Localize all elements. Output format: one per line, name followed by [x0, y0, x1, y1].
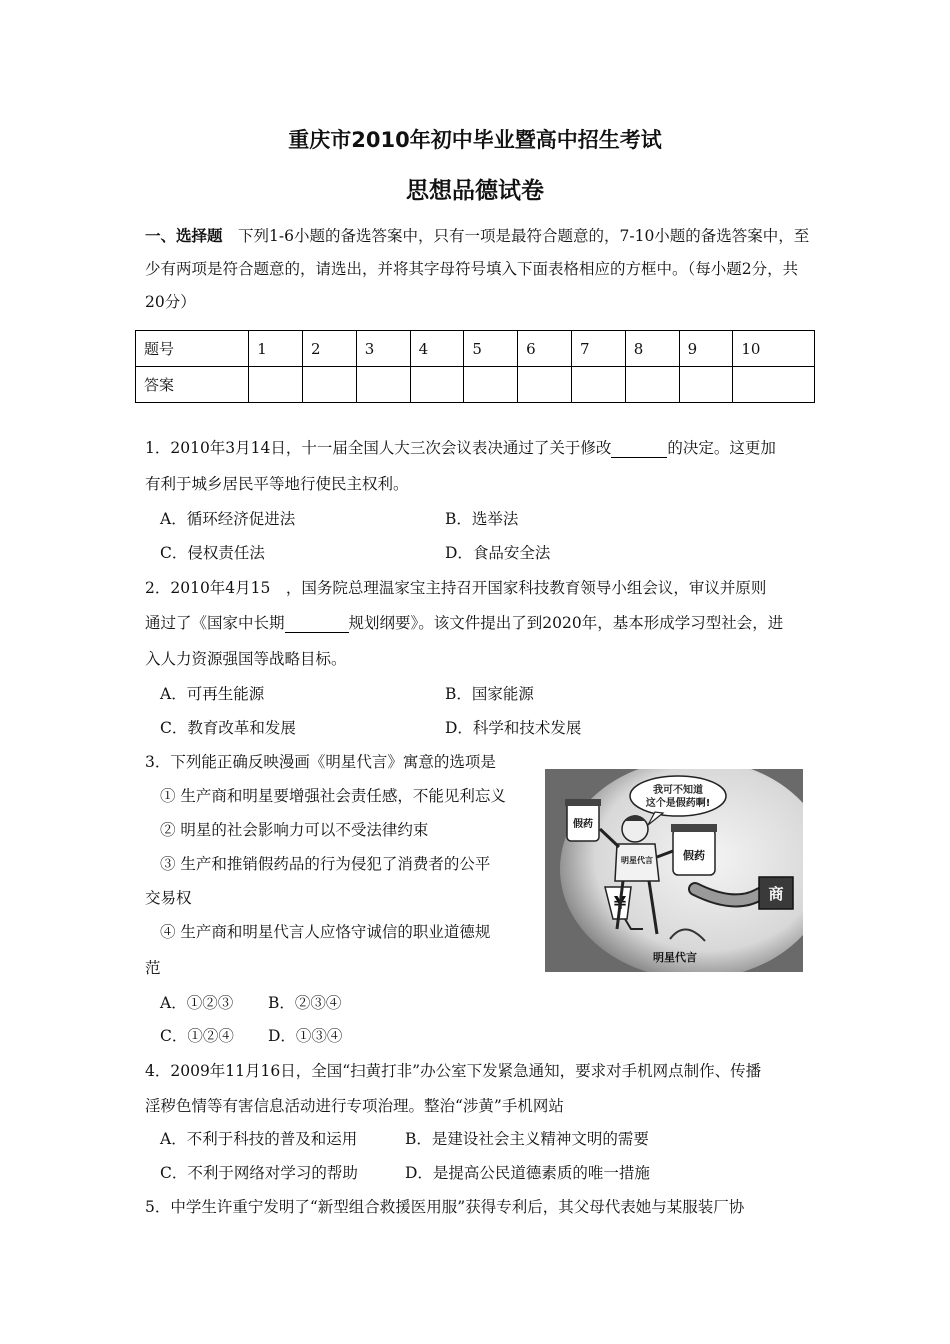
- answer-table-number: 1: [249, 331, 303, 367]
- question-3-item-2: ② 明星的社会影响力可以不受法律约束: [160, 821, 429, 839]
- exam-subtitle: 思想品德试卷: [406, 178, 544, 204]
- section-instructions-text: 下列1-6小题的备选答案中，只有一项是最符合题意的，7-10小题的备选答案中，至少有两项是符合题意的，请选出，并将其字母符号填入下面表格相应的方框中。（每小题2分，共20分）: [145, 227, 810, 311]
- question-2-text: 通过了《国家中长期: [145, 614, 285, 632]
- question-3-item-3: ③ 生产和推销假药品的行为侵犯了消费者的公平: [160, 855, 491, 873]
- question-1-text-end: 的决定。这更加: [667, 439, 776, 457]
- question-3-stem: 3．下列能正确反映漫画《明星代言》寓意的选项是: [145, 753, 496, 771]
- shirt-label: 明星代言: [621, 856, 653, 865]
- money-symbol: ¥: [613, 893, 627, 914]
- question-2-option-b: B．国家能源: [445, 685, 534, 703]
- question-1-option-d: D．食品安全法: [445, 544, 551, 562]
- section-heading: 一、选择题: [145, 227, 223, 245]
- question-2-option-d: D．科学和技术发展: [445, 719, 582, 737]
- answer-table-answer-row: [136, 367, 815, 403]
- question-1-option-a: A．循环经济促进法: [160, 510, 296, 528]
- question-3-option-b: B．②③④: [268, 994, 342, 1012]
- answer-table-number: 7: [571, 331, 625, 367]
- answer-table-number: 9: [679, 331, 733, 367]
- answer-table-number: 4: [410, 331, 464, 367]
- answer-table-number: 5: [464, 331, 518, 367]
- question-2-text-end: 规划纲要》。该文件提出了到2020年，基本形成学习型社会，进: [348, 614, 784, 632]
- question-2-stem: 2．2010年4月15 ，国务院总理温家宝主持召开国家科技教育领导小组会议，审议并原则: [145, 579, 767, 597]
- question-4-option-c: C．不利于网络对学习的帮助: [160, 1164, 358, 1182]
- question-2-option-a: A．可再生能源: [160, 685, 265, 703]
- question-1-blank: [611, 439, 667, 458]
- question-3-item-3-cont: 交易权: [145, 889, 192, 907]
- answer-table-number: 10: [733, 331, 815, 367]
- speech-bubble: [630, 776, 726, 816]
- answer-cell[interactable]: [679, 367, 733, 403]
- answer-table-number: 2: [302, 331, 356, 367]
- question-1-text: 1．2010年3月14日，十一届全国人大三次会议表决通过了关于修改: [145, 439, 612, 457]
- speech-line-1: 我可不知道: [653, 785, 703, 796]
- merchant-label: 商: [768, 885, 784, 903]
- answer-cell[interactable]: [571, 367, 625, 403]
- question-2-stem-end: 入人力资源强国等战略目标。: [145, 650, 347, 668]
- cartoon-caption: 明星代言: [653, 951, 697, 964]
- answer-table-number: 3: [356, 331, 410, 367]
- question-2-stem-cont: [145, 611, 783, 633]
- answer-cell[interactable]: [625, 367, 679, 403]
- question-3-item-4: ④ 生产商和明星代言人应恪守诚信的职业道德规: [160, 923, 491, 941]
- answer-table-label: 题号: [136, 331, 249, 367]
- question-2-option-c: C．教育改革和发展: [160, 719, 296, 737]
- question-3-item-1: ① 生产商和明星要增强社会责任感，不能见利忘义: [160, 787, 506, 805]
- question-3-item-4-cont: 范: [145, 959, 161, 977]
- question-1-stem: [145, 436, 776, 458]
- answer-cell[interactable]: [464, 367, 518, 403]
- question-2-blank: [285, 614, 349, 633]
- answer-table-label: 答案: [136, 367, 249, 403]
- answer-cell[interactable]: [733, 367, 815, 403]
- question-4-option-d: D．是提高公民道德素质的唯一措施: [405, 1164, 650, 1182]
- speech-line-2: 这个是假药啊!: [645, 798, 711, 809]
- question-3-option-d: D．①③④: [268, 1027, 343, 1045]
- question-1-option-b: B．选举法: [445, 510, 519, 528]
- question-1-stem-cont: 有利于城乡居民平等地行使民主权利。: [145, 475, 409, 493]
- question-1-option-c: C．侵权责任法: [160, 544, 265, 562]
- question-5-stem: 5．中学生许重宁发明了“新型组合救援医用服”获得专利后，其父母代表她与某服装厂协: [145, 1198, 745, 1216]
- question-3-option-a: A．①②③: [160, 994, 234, 1012]
- cartoon-illustration: [545, 769, 803, 972]
- question-3-option-c: C．①②④: [160, 1027, 234, 1045]
- question-4-option-b: B．是建设社会主义精神文明的需要: [405, 1130, 649, 1148]
- exam-title: 重庆市2010年初中毕业暨高中招生考试: [288, 128, 662, 152]
- question-4-option-a: A．不利于科技的普及和运用: [160, 1130, 358, 1148]
- section-instructions: [145, 220, 810, 319]
- answer-cell[interactable]: [356, 367, 410, 403]
- jar-left-label: 假药: [573, 819, 593, 830]
- answer-table-number: 8: [625, 331, 679, 367]
- answer-cell[interactable]: [518, 367, 572, 403]
- question-4-stem-cont: 淫秽色情等有害信息活动进行专项治理。整治“涉黄”手机网站: [145, 1097, 564, 1115]
- question-4-stem: 4．2009年11月16日，全国“扫黄打非”办公室下发紧急通知，要求对手机网点制作、传播: [145, 1062, 762, 1080]
- answer-table-number: 6: [518, 331, 572, 367]
- answer-table: [135, 330, 815, 403]
- jar-right-label: 假药: [683, 849, 705, 862]
- answer-cell[interactable]: [410, 367, 464, 403]
- answer-table-number-row: [136, 331, 815, 367]
- answer-cell[interactable]: [249, 367, 303, 403]
- answer-cell[interactable]: [302, 367, 356, 403]
